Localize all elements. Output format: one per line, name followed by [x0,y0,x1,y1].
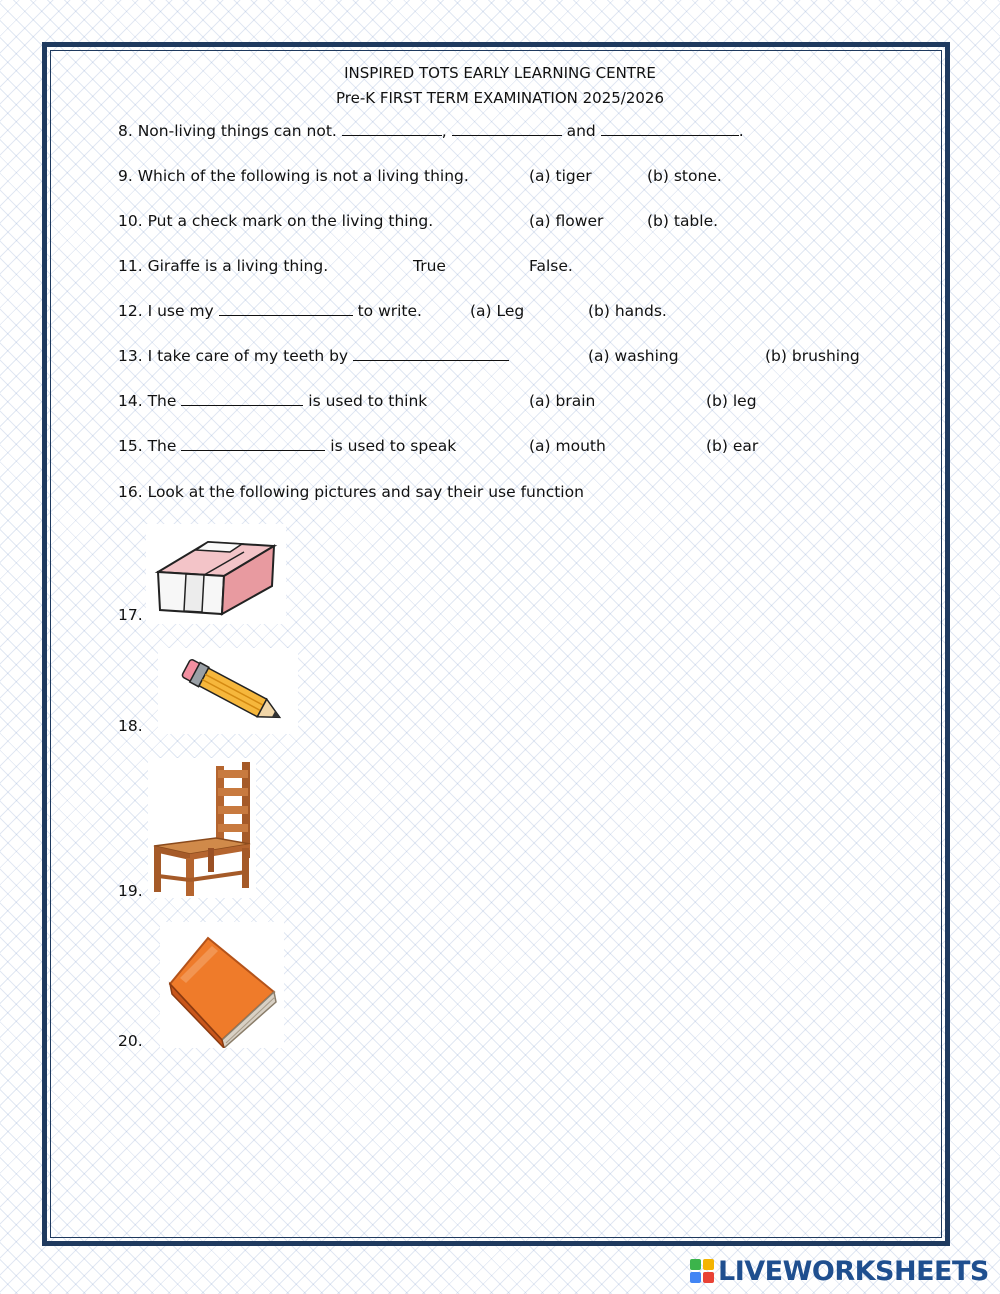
option-a[interactable]: (a) tiger [529,167,592,185]
pencil-icon [158,648,298,734]
answer-blank[interactable] [342,121,442,136]
option-a[interactable]: (a) washing [588,347,679,365]
option-b[interactable]: (b) table. [647,212,719,230]
question-15-text: 15. The [118,437,177,455]
question-8-text: 8. Non-living things can not. [118,122,337,140]
answer-blank[interactable] [452,121,562,136]
school-name: INSPIRED TOTS EARLY LEARNING CENTRE [344,64,656,82]
book-icon [160,922,284,1048]
liveworksheets-logo [690,1256,989,1286]
question-8 [118,121,744,141]
logo-text: LIVEWORKSHEETS [718,1255,989,1287]
exam-title: Pre-K FIRST TERM EXAMINATION 2025/2026 [335,89,665,107]
question-14-suffix: is used to think [308,392,428,410]
option-a[interactable]: (a) brain [529,392,596,410]
answer-blank[interactable] [353,346,509,361]
answer-blank[interactable] [181,436,325,451]
answer-blank[interactable] [601,121,739,136]
question-9-text: 9. Which of the following is not a living thing. [118,167,469,185]
question-15-suffix: is used to speak [330,437,457,455]
option-a[interactable]: (a) Leg [470,302,525,320]
period: . [738,122,744,140]
answer-blank[interactable] [219,301,353,316]
item-number: 20. [118,1032,143,1050]
conjunction: and [566,122,596,140]
question-13-text: 13. I take care of my teeth by [118,347,349,365]
option-b[interactable]: (b) ear [706,437,759,455]
separator: , [441,122,447,140]
question-14 [118,391,427,411]
question-12 [118,301,422,321]
question-13 [118,346,509,366]
option-b[interactable]: (b) brushing [765,347,860,365]
logo-mark-icon [690,1259,714,1283]
item-number: 19. [118,882,143,900]
option-false[interactable]: False. [529,257,573,275]
chair-icon [148,758,256,898]
option-a[interactable]: (a) mouth [529,437,606,455]
item-number: 17. [118,606,143,624]
option-b[interactable]: (b) hands. [588,302,667,320]
eraser-icon [146,524,286,624]
option-true[interactable]: True [413,257,446,275]
question-11-text: 11. Giraffe is a living thing. [118,257,329,275]
option-b[interactable]: (b) stone. [647,167,722,185]
question-12-text: 12. I use my [118,302,214,320]
question-10-text: 10. Put a check mark on the living thing. [118,212,434,230]
answer-blank[interactable] [181,391,303,406]
question-12-suffix: to write. [357,302,422,320]
option-b[interactable]: (b) leg [706,392,757,410]
question-14-text: 14. The [118,392,177,410]
option-a[interactable]: (a) flower [529,212,604,230]
question-16-text: 16. Look at the following pictures and say their use function [118,483,584,501]
question-15 [118,436,456,456]
item-number: 18. [118,717,143,735]
